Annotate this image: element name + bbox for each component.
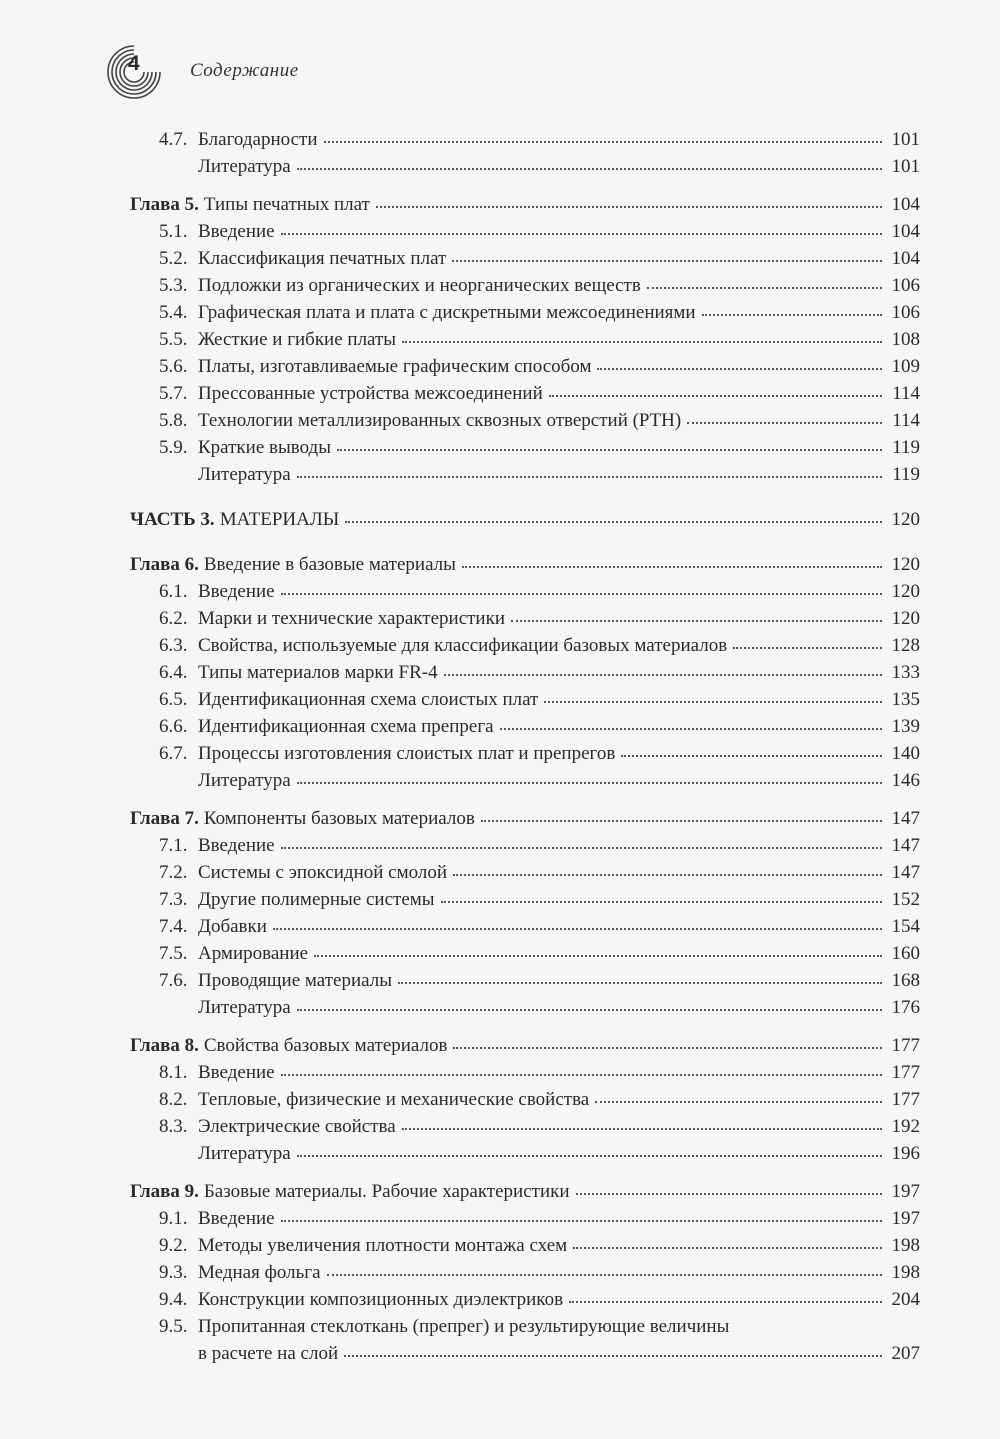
toc-page-number: 104	[891, 194, 920, 215]
toc-entry-title: Идентификационная схема слоистых плат	[198, 689, 539, 710]
toc-entry-title: Свойства, используемые для классификации базовых материалов	[198, 635, 728, 656]
table-of-contents	[130, 126, 920, 1367]
toc-page-number: 192	[891, 1116, 920, 1137]
toc-entry-title: Армирование	[198, 943, 309, 964]
dot-leader	[398, 982, 882, 984]
dot-leader	[402, 1128, 882, 1130]
toc-entry	[130, 1113, 920, 1140]
toc-page-number: 109	[891, 356, 920, 377]
dot-leader	[511, 620, 882, 622]
dot-leader	[569, 1301, 882, 1303]
toc-page-number: 152	[891, 889, 920, 910]
dot-leader	[687, 422, 882, 424]
toc-entry-number: 9.5.	[159, 1316, 188, 1337]
toc-entry	[130, 578, 920, 605]
toc-page-number: 146	[891, 770, 920, 791]
toc-chapter-entry	[130, 1032, 920, 1059]
dot-leader	[402, 341, 882, 343]
toc-page-number: 207	[891, 1343, 920, 1364]
toc-entry	[130, 245, 920, 272]
dot-leader	[297, 1009, 882, 1011]
toc-page-number: 128	[891, 635, 920, 656]
toc-entry-number: 6.4.	[159, 662, 188, 683]
toc-entry	[130, 434, 920, 461]
toc-entry-title-cont: в расчете на слой	[198, 1343, 339, 1364]
toc-entry-title: Введение	[198, 1208, 275, 1229]
toc-entry	[130, 272, 920, 299]
toc-page-number: 119	[892, 464, 920, 485]
toc-entry	[130, 994, 920, 1021]
toc-page-number: 120	[891, 554, 920, 575]
toc-entry	[130, 659, 920, 686]
toc-entry-title: Проводящие материалы	[198, 970, 392, 991]
toc-entry-label: Глава 8.	[130, 1035, 199, 1056]
toc-entry-title: Технологии металлизированных сквозных отверстий (PTH)	[198, 410, 682, 431]
dot-leader	[281, 1220, 882, 1222]
toc-entry-title: Другие полимерные системы	[198, 889, 435, 910]
toc-entry-title: Марки и технические характеристики	[198, 608, 505, 629]
dot-leader	[573, 1247, 882, 1249]
dot-leader	[281, 1074, 882, 1076]
toc-entry-title: Подложки из органических и неорганических веществ	[198, 275, 641, 296]
toc-entry-title: Литература	[198, 464, 291, 485]
toc-entry	[130, 153, 920, 180]
dot-leader	[647, 287, 882, 289]
running-title: Содержание	[190, 60, 299, 81]
toc-page-number: 140	[891, 743, 920, 764]
dot-leader	[444, 674, 882, 676]
toc-entry	[130, 1232, 920, 1259]
toc-page-number: 176	[891, 997, 920, 1018]
toc-entry	[130, 713, 920, 740]
toc-page-number: 119	[892, 437, 920, 458]
toc-entry-title: Системы с эпоксидной смолой	[198, 862, 448, 883]
toc-entry-label: Глава 7.	[130, 808, 199, 829]
toc-entry-title: Введение	[198, 581, 275, 602]
toc-entry-title: Жесткие и гибкие платы	[198, 329, 397, 350]
toc-entry-number: 5.6.	[159, 356, 188, 377]
toc-entry-number: 5.4.	[159, 302, 188, 323]
toc-entry-continuation	[130, 1340, 920, 1367]
toc-entry-number: 5.3.	[159, 275, 188, 296]
toc-entry-number: 7.5.	[159, 943, 188, 964]
toc-entry-number: 5.8.	[159, 410, 188, 431]
toc-page-number: 104	[891, 248, 920, 269]
dot-leader	[297, 168, 882, 170]
toc-page-number: 196	[891, 1143, 920, 1164]
toc-page-number: 139	[891, 716, 920, 737]
toc-page-number: 104	[891, 221, 920, 242]
toc-entry-title: Пропитанная стеклоткань (препрег) и результирующие величины	[198, 1316, 730, 1337]
toc-entry-title: Базовые материалы. Рабочие характеристики	[203, 1181, 570, 1202]
dot-leader	[481, 820, 882, 822]
dot-leader	[733, 647, 882, 649]
dot-leader	[344, 1355, 882, 1357]
toc-entry-title: Компоненты базовых материалов	[203, 808, 475, 829]
toc-entry-number: 7.6.	[159, 970, 188, 991]
toc-entry-title: Идентификационная схема препрега	[198, 716, 494, 737]
toc-entry-title: Прессованные устройства межсоединений	[198, 383, 543, 404]
toc-page-number: 120	[891, 509, 920, 530]
toc-entry-title: Благодарности	[198, 129, 318, 150]
toc-entry	[130, 407, 920, 434]
toc-page-number: 147	[891, 808, 920, 829]
dot-leader	[376, 206, 882, 208]
toc-entry-title: Литература	[198, 997, 291, 1018]
dot-leader	[549, 395, 882, 397]
page-number: 4	[128, 52, 140, 75]
dot-leader	[453, 1047, 882, 1049]
toc-entry-number: 8.2.	[159, 1089, 188, 1110]
toc-entry-number: 7.4.	[159, 916, 188, 937]
dot-leader	[576, 1193, 882, 1195]
toc-entry-label: Глава 5.	[130, 194, 199, 215]
toc-entry	[130, 299, 920, 326]
dot-leader	[345, 521, 882, 523]
toc-entry-number: 5.2.	[159, 248, 188, 269]
toc-page-number: 106	[891, 275, 920, 296]
toc-entry-title: МАТЕРИАЛЫ	[219, 509, 340, 530]
toc-page-number: 177	[891, 1035, 920, 1056]
toc-entry-title: Классификация печатных плат	[198, 248, 447, 269]
toc-entry-number: 6.7.	[159, 743, 188, 764]
toc-page-number: 101	[891, 156, 920, 177]
toc-page-number: 114	[892, 410, 920, 431]
toc-entry-title: Тепловые, физические и механические свойства	[198, 1089, 590, 1110]
toc-page-number: 147	[891, 862, 920, 883]
toc-entry-title: Платы, изготавливаемые графическим способом	[198, 356, 592, 377]
dot-leader	[462, 566, 882, 568]
toc-page-number: 177	[891, 1062, 920, 1083]
toc-entry	[130, 1140, 920, 1167]
toc-entry	[130, 461, 920, 488]
toc-entry-number: 8.1.	[159, 1062, 188, 1083]
toc-entry	[130, 1313, 920, 1340]
dot-leader	[281, 233, 882, 235]
toc-entry	[130, 740, 920, 767]
toc-entry	[130, 1205, 920, 1232]
dot-leader	[314, 955, 882, 957]
toc-entry	[130, 218, 920, 245]
dot-leader	[453, 874, 882, 876]
toc-entry-title: Типы печатных плат	[203, 194, 370, 215]
dot-leader	[273, 928, 882, 930]
toc-entry	[130, 353, 920, 380]
toc-entry	[130, 632, 920, 659]
dot-leader	[297, 476, 882, 478]
toc-entry-number: 9.3.	[159, 1262, 188, 1283]
toc-entry-number: 5.1.	[159, 221, 188, 242]
toc-entry-title: Введение	[198, 221, 275, 242]
toc-entry-title: Процессы изготовления слоистых плат и препрегов	[198, 743, 616, 764]
toc-entry-title: Введение в базовые материалы	[203, 554, 456, 575]
toc-entry	[130, 686, 920, 713]
toc-page-number: 154	[891, 916, 920, 937]
toc-entry-title: Введение	[198, 835, 275, 856]
dot-leader	[702, 314, 882, 316]
toc-page-number: 198	[891, 1262, 920, 1283]
toc-entry-number: 5.5.	[159, 329, 188, 350]
toc-chapter-entry	[130, 551, 920, 578]
dot-leader	[324, 141, 883, 143]
toc-entry	[130, 832, 920, 859]
toc-entry-number: 6.6.	[159, 716, 188, 737]
toc-entry	[130, 940, 920, 967]
toc-entry	[130, 886, 920, 913]
dot-leader	[297, 1155, 882, 1157]
toc-page-number: 197	[891, 1181, 920, 1202]
toc-page-number: 197	[891, 1208, 920, 1229]
toc-entry-title: Графическая плата и плата с дискретными межсоединениями	[198, 302, 696, 323]
toc-entry-title: Литература	[198, 156, 291, 177]
toc-page-number: 160	[891, 943, 920, 964]
toc-entry-number: 9.2.	[159, 1235, 188, 1256]
toc-entry	[130, 1286, 920, 1313]
toc-page-number: 168	[891, 970, 920, 991]
toc-entry	[130, 1259, 920, 1286]
toc-entry	[130, 913, 920, 940]
dot-leader	[441, 901, 882, 903]
dot-leader	[621, 755, 882, 757]
toc-page-number: 120	[891, 581, 920, 602]
toc-entry-title: Конструкции композиционных диэлектриков	[198, 1289, 564, 1310]
toc-entry	[130, 605, 920, 632]
dot-leader	[337, 449, 882, 451]
dot-leader	[281, 593, 882, 595]
toc-page-number: 198	[891, 1235, 920, 1256]
toc-page-number: 120	[891, 608, 920, 629]
toc-entry-number: 9.1.	[159, 1208, 188, 1229]
toc-part-entry	[130, 506, 920, 533]
toc-entry-title: Электрические свойства	[198, 1116, 396, 1137]
toc-page-number: 106	[891, 302, 920, 323]
toc-entry	[130, 859, 920, 886]
dot-leader	[595, 1101, 882, 1103]
page-header	[102, 40, 502, 104]
dot-leader	[597, 368, 882, 370]
toc-entry-label: ЧАСТЬ 3.	[130, 509, 215, 530]
toc-entry	[130, 380, 920, 407]
toc-entry-title: Введение	[198, 1062, 275, 1083]
toc-entry	[130, 1059, 920, 1086]
toc-page-number: 135	[891, 689, 920, 710]
toc-chapter-entry	[130, 805, 920, 832]
toc-entry-number: 7.2.	[159, 862, 188, 883]
toc-entry	[130, 126, 920, 153]
dot-leader	[281, 847, 882, 849]
dot-leader	[500, 728, 882, 730]
toc-entry-title: Свойства базовых материалов	[203, 1035, 448, 1056]
toc-entry-title: Краткие выводы	[198, 437, 331, 458]
toc-entry-number: 6.2.	[159, 608, 188, 629]
toc-entry-number: 6.5.	[159, 689, 188, 710]
toc-entry-number: 7.3.	[159, 889, 188, 910]
dot-leader	[452, 260, 882, 262]
toc-entry-number: 6.1.	[159, 581, 188, 602]
toc-entry-number: 7.1.	[159, 835, 188, 856]
toc-chapter-entry	[130, 1178, 920, 1205]
toc-page-number: 133	[891, 662, 920, 683]
toc-page-number: 114	[892, 383, 920, 404]
toc-entry-title: Добавки	[198, 916, 267, 937]
toc-entry-title: Литература	[198, 770, 291, 791]
toc-entry-number: 5.9.	[159, 437, 188, 458]
toc-entry-label: Глава 9.	[130, 1181, 199, 1202]
toc-page-number: 204	[891, 1289, 920, 1310]
dot-leader	[297, 782, 882, 784]
toc-entry-number: 4.7.	[159, 129, 188, 150]
toc-entry-number: 8.3.	[159, 1116, 188, 1137]
toc-entry-number: 6.3.	[159, 635, 188, 656]
toc-entry	[130, 1086, 920, 1113]
toc-entry-title: Типы материалов марки FR-4	[198, 662, 438, 683]
toc-page-number: 108	[891, 329, 920, 350]
toc-page-number: 177	[891, 1089, 920, 1110]
toc-entry-title: Методы увеличения плотности монтажа схем	[198, 1235, 568, 1256]
toc-page-number: 101	[891, 129, 920, 150]
toc-entry	[130, 967, 920, 994]
toc-page-number: 147	[891, 835, 920, 856]
toc-entry-title: Медная фольга	[198, 1262, 321, 1283]
dot-leader	[327, 1274, 882, 1276]
toc-entry-title: Литература	[198, 1143, 291, 1164]
toc-entry-number: 9.4.	[159, 1289, 188, 1310]
toc-entry-number: 5.7.	[159, 383, 188, 404]
toc-entry	[130, 326, 920, 353]
toc-entry	[130, 767, 920, 794]
toc-entry-label: Глава 6.	[130, 554, 199, 575]
dot-leader	[544, 701, 882, 703]
toc-chapter-entry	[130, 191, 920, 218]
